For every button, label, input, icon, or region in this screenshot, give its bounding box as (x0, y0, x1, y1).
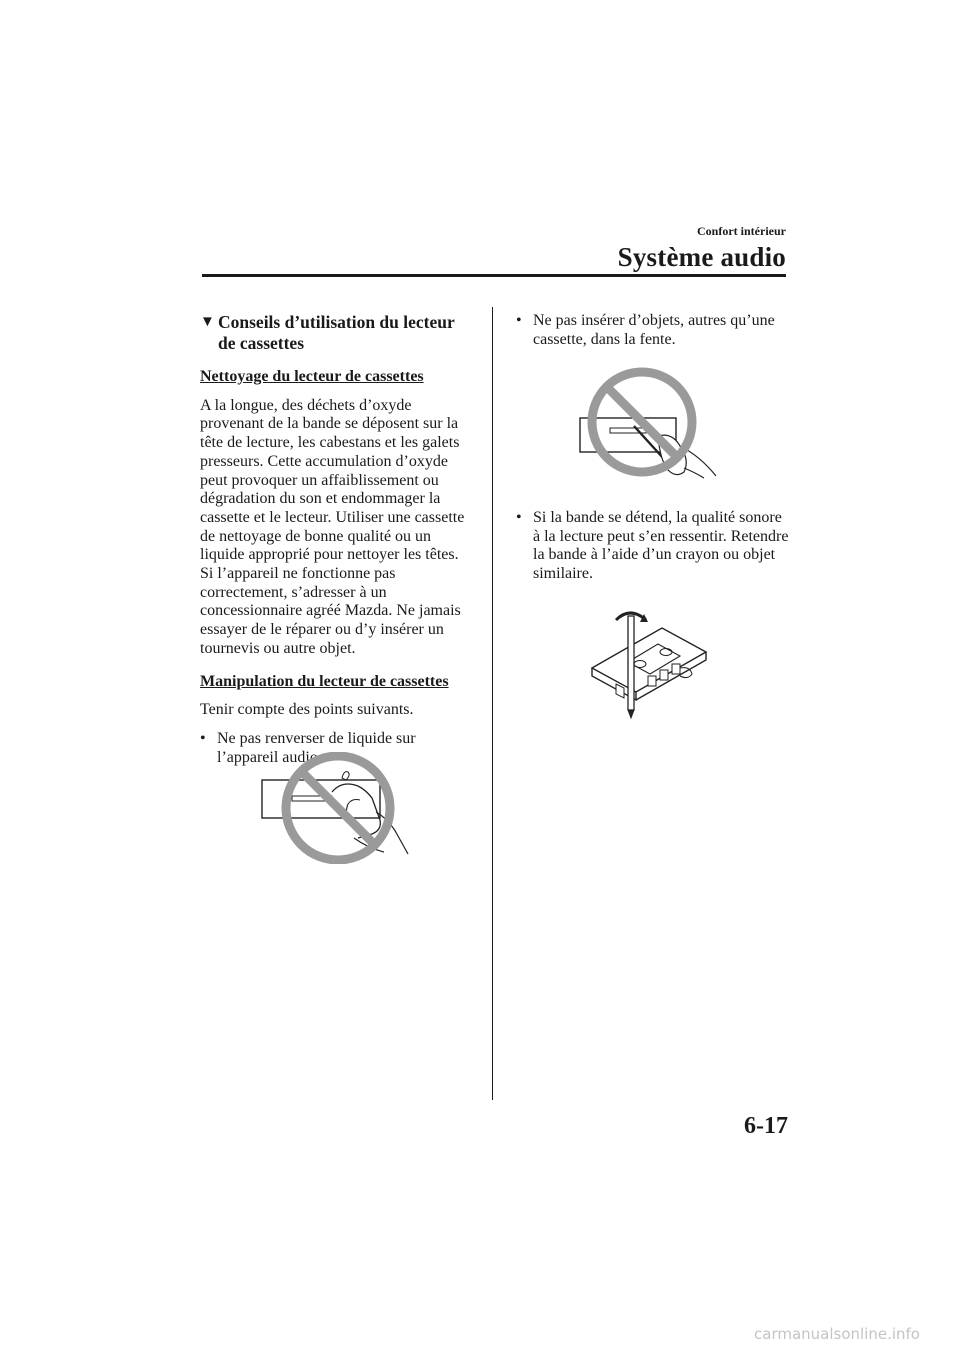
left-column (200, 312, 470, 767)
no-foreign-object-prohibition-icon (574, 366, 720, 480)
section-title: Système audio (617, 242, 786, 272)
watermark: carmanualsonline.info (754, 1325, 920, 1343)
handling-intro: Tenir compte des points suivants. (200, 701, 414, 719)
header-rule (202, 274, 786, 277)
triangle-marker-icon: ▼ (200, 314, 215, 330)
bullet-text-tape: Si la bande se détend, la qualité sonore à la lecture peut s’en ressentir. Retendre la bande à l’aide d’un crayon ou objet similaire. (533, 509, 789, 583)
subheading-handling: Manipulation du lecteur de cassettes (200, 672, 449, 690)
right-column-lower (516, 509, 792, 584)
chapter-title: Confort intérieur (697, 224, 786, 238)
list-item (516, 312, 792, 349)
no-liquid-prohibition-icon (258, 752, 418, 864)
list-item (516, 509, 792, 584)
bullet-icon: • (200, 729, 206, 747)
bullet-icon: • (516, 509, 522, 526)
bullet-text-liquid: Ne pas renverser de liquide sur l’appareil audio. (217, 729, 416, 766)
subheading-cleaning: Nettoyage du lecteur de cassettes (200, 368, 424, 385)
cleaning-paragraph: A la longue, des déchets d’oxyde provenant de la bande se déposent sur la tête de lecture, les cabestans et les galets presseurs. Cette accumulation d’oxyde peut provoquer un affaiblissement ou dégradation du son et endommager la cassette et le lecteur. Utiliser une cassette de nettoyage de bonne qualité ou un liquide approprié pour nettoyer les têtes. Si l’appareil ne fonctionne pas correctement, s’adresser à un concessionnaire agréé Mazda. Ne jamais essayer de le réparer ou d’y insérer un tournevis ou autre objet. (200, 396, 465, 657)
page-number: 6-17 (744, 1113, 788, 1139)
column-divider (492, 307, 493, 1100)
right-column (516, 312, 792, 349)
bullet-icon: • (516, 312, 522, 329)
bullet-text-objects: Ne pas insérer d’objets, autres qu’une cassette, dans la fente. (533, 312, 775, 348)
cassette-pencil-tension-icon (588, 606, 710, 720)
section-heading-text: Conseils d’utilisation du lecteur de cassettes (218, 312, 455, 353)
section-heading (200, 312, 470, 354)
